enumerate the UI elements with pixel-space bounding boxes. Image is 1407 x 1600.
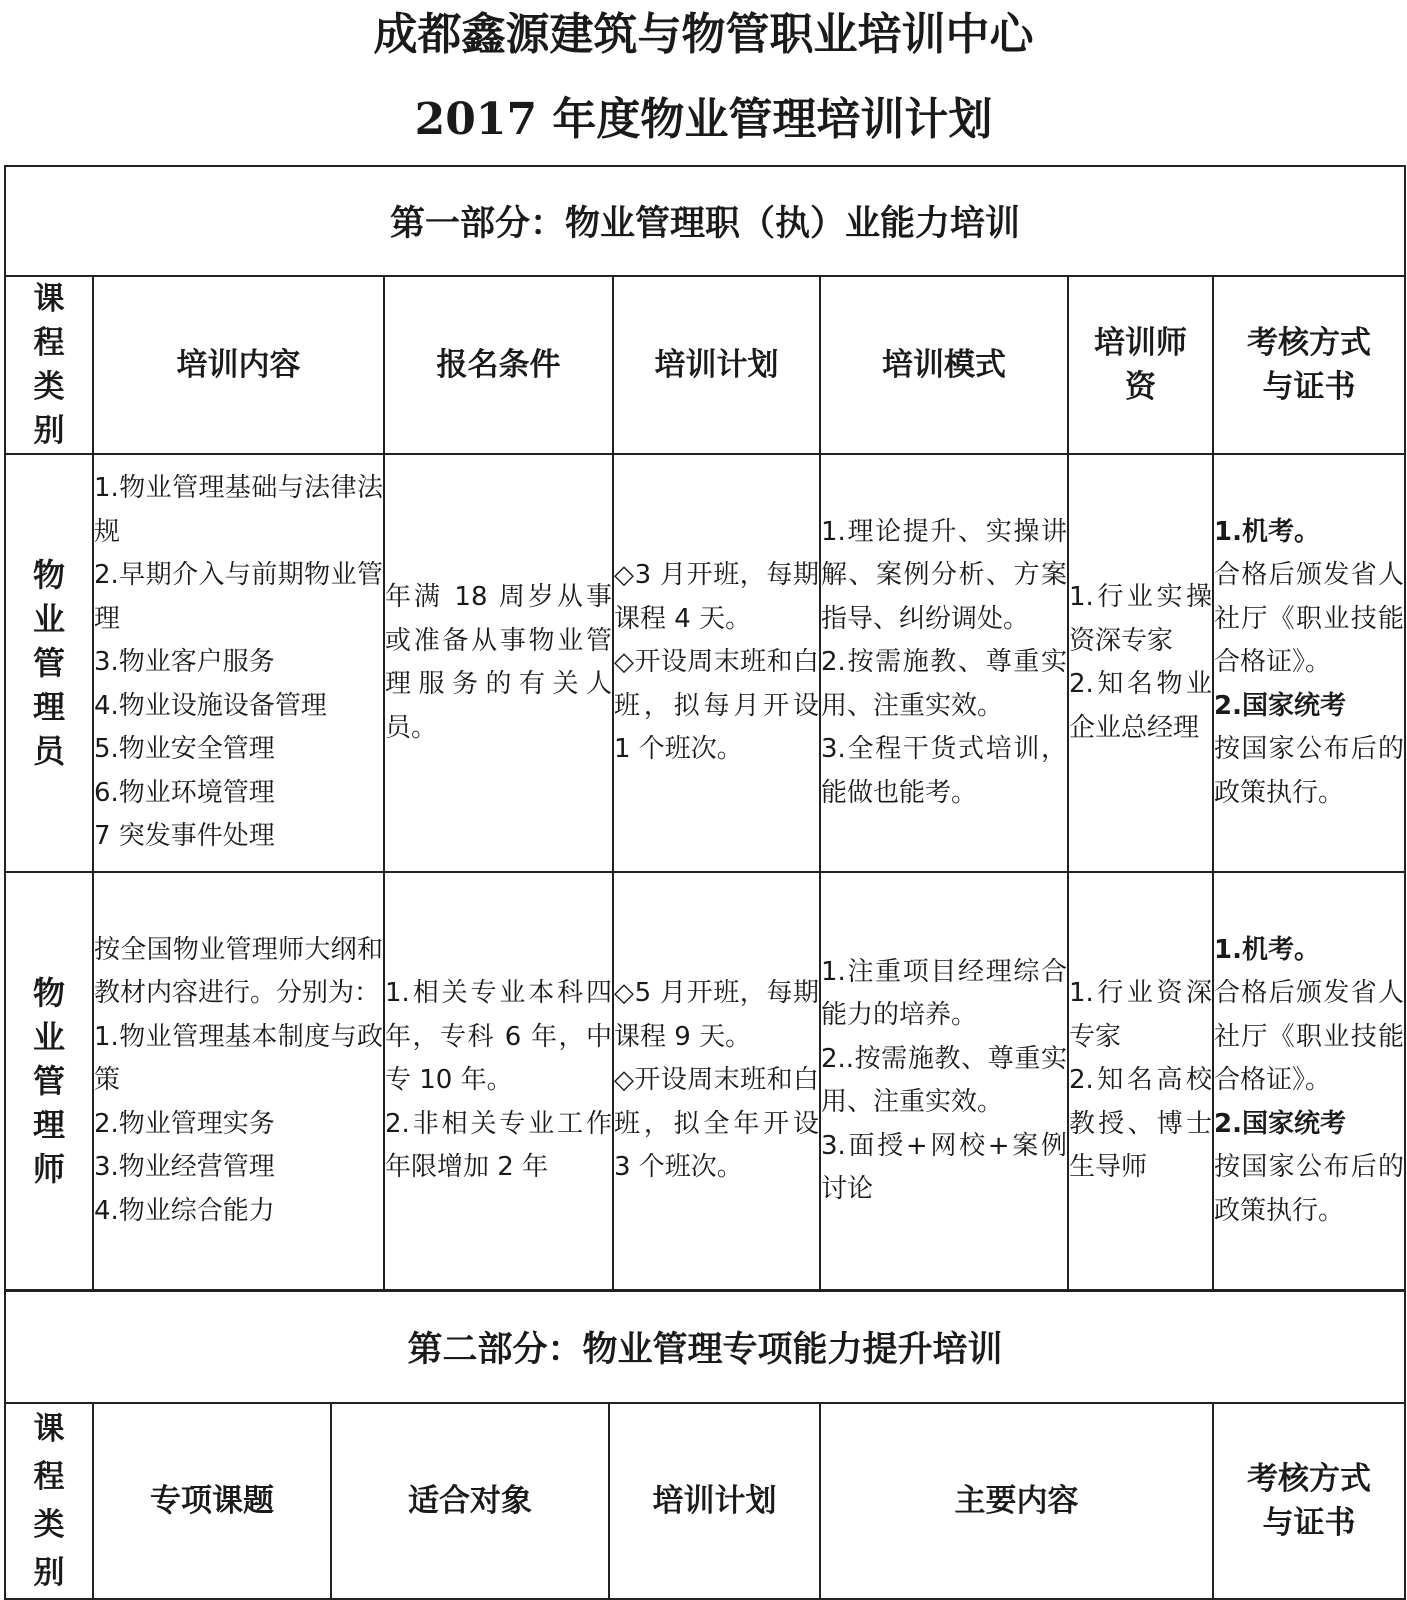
header-category: 课 程 类 别 [5,276,93,454]
part2-heading: 第二部分：物业管理专项能力提升培训 [5,1291,1405,1403]
assessment-cell: 1.机考。 合格后颁发省人社厅《职业技能合格证》。 2.国家统考 按国家公布后的政策执行。 [1213,872,1405,1290]
header-content: 培训内容 [93,276,384,454]
header-main-content: 主要内容 [820,1403,1213,1599]
mode-cell: 1.注重项目经理综合能力的培养。 2..按需施教、尊重实用、注重实效。 3.面授+网校+案例讨论 [820,872,1068,1290]
mode-cell: 1.理论提升、实操讲解、案例分析、方案指导、纠纷调处。 2.按需施教、尊重实用、注重实效。 3.全程干货式培训，能做也能考。 [820,454,1068,872]
header-assessment: 考核方式与证书 [1213,276,1405,454]
header-topic: 专项课题 [93,1403,331,1599]
assessment-cell: 1.机考。 合格后颁发省人社厅《职业技能合格证》。 2.国家统考 按国家公布后的政策执行。 [1213,454,1405,872]
category-cell: 物 业 管 理 师 [5,872,93,1290]
teachers-cell: 1.行业资深专家 2.知名高校教授、博士生导师 [1068,872,1213,1290]
header-plan: 培训计划 [613,276,820,454]
header-category: 课 程 类 别 [5,1403,93,1599]
requirements-cell: 1.相关专业本科四年，专科 6 年，中专 10 年。 2.非相关专业工作年限增加 2 年 [384,872,613,1290]
part1-table [4,165,1406,1291]
header-requirements: 报名条件 [384,276,613,454]
teachers-cell: 1.行业实操资深专家 2.知名物业企业总经理 [1068,454,1213,872]
plan-cell: ◇3 月开班，每期课程 4 天。 ◇开设周末班和白班，拟每月开设 1 个班次。 [613,454,820,872]
header-teachers: 培训师资 [1068,276,1213,454]
table-row [5,872,1405,1290]
header-audience: 适合对象 [331,1403,609,1599]
requirements-cell: 年满 18 周岁从事或准备从事物业管理服务的有关人员。 [384,454,613,872]
content-cell: 按全国物业管理师大纲和教材内容进行。分别为： 1.物业管理基本制度与政策 2.物业管理实务 3.物业经营管理 4.物业综合能力 [93,872,384,1290]
header-mode: 培训模式 [820,276,1068,454]
table-row [5,454,1405,872]
part1-heading: 第一部分：物业管理职（执）业能力培训 [5,166,1405,276]
header-plan: 培训计划 [609,1403,820,1599]
plan-cell: ◇5 月开班，每期课程 9 天。 ◇开设周末班和白班，拟全年开设 3 个班次。 [613,872,820,1290]
content-cell: 1.物业管理基础与法律法规 2.早期介入与前期物业管理 3.物业客户服务 4.物业设施设备管理 5.物业安全管理 6.物业环境管理 7 突发事件处理 [93,454,384,872]
category-cell: 物 业 管 理 员 [5,454,93,872]
header-assessment: 考核方式与证书 [1213,1403,1405,1599]
document-subtitle: 2017 年度物业管理培训计划 [414,94,993,145]
part2-table [4,1290,1406,1600]
document-title: 成都鑫源建筑与物管职业培训中心 [373,9,1034,60]
